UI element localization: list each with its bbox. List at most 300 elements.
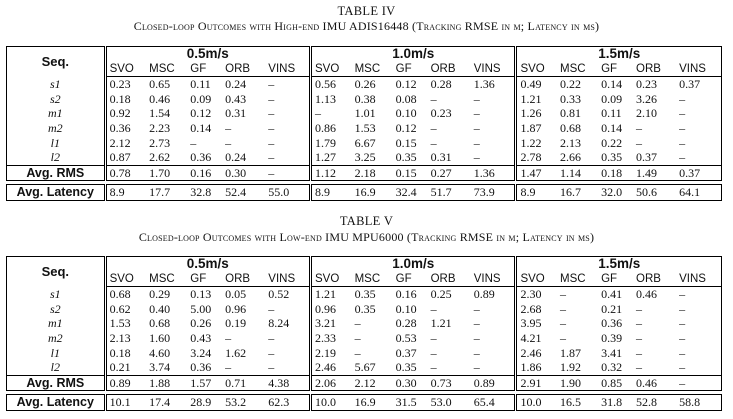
table-v [6,256,722,411]
value-cell: 1.86 [516,360,557,375]
value-cell: – [471,150,516,165]
method-header: ORB [428,62,471,77]
value-cell: 0.56 [315,77,337,92]
table-iv-caption: Closed-loop Outcomes with High-end IMU ADIS16448 (Tracking RMSE in m; Latency in ms) [133,19,600,33]
method-header: ORB [633,62,676,77]
seq-label: s2 [7,92,106,107]
value-cell: 3.25 [352,150,393,165]
method-header: MSC [557,272,598,287]
header-row-methods [7,272,722,287]
value-cell: 0.23 [430,106,452,121]
value-cell: 2.46 [520,345,542,360]
avg-rms-cell: 1.88 [146,375,187,391]
value-cell: – [636,316,643,331]
method-header: VINS [676,62,721,77]
value-cell: 0.68 [109,287,131,302]
value-cell: 0.12 [395,120,417,135]
value-cell: 3.74 [146,360,187,375]
method-header: MSC [146,272,187,287]
avg-latency-row [7,185,722,201]
avg-latency-cell: 32.8 [187,185,222,201]
value-cell: 2.68 [520,301,542,316]
value-cell: 0.12 [190,106,212,121]
value-cell: 0.14 [601,77,623,92]
value-cell: – [560,287,567,302]
value-cell: – [636,345,643,360]
avg-latency-cell: 17.4 [146,395,187,411]
value-cell: 0.49 [520,77,542,92]
value-cell: 0.86 [315,120,337,135]
seq-label: l2 [7,360,106,375]
value-cell: 0.35 [354,301,376,316]
value-cell: 5.00 [190,301,212,316]
avg-latency-cell: 55.0 [265,185,310,201]
value-cell: – [471,106,516,121]
value-cell: 0.19 [225,316,247,331]
avg-latency-cell: 52.8 [633,395,676,411]
value-cell: 1.62 [225,345,247,360]
seq-header: Seq. [7,257,106,287]
value-cell: 0.81 [560,106,582,121]
avg-rms-cell: 0.78 [105,165,146,181]
table-row [7,150,722,165]
value-cell: 0.09 [190,91,212,106]
value-cell: 6.67 [354,135,376,150]
avg-latency-cell: 16.5 [557,395,598,411]
table-iv-number: TABLE IV [337,4,396,18]
method-header: MSC [557,62,598,77]
value-cell: 2.13 [109,330,131,345]
avg-rms-cell: 2.06 [311,375,352,391]
method-header: GF [187,62,222,77]
value-cell: – [265,302,310,317]
value-cell: 0.22 [601,135,623,150]
value-cell: 0.41 [601,287,623,302]
value-cell: – [430,330,437,345]
value-cell: 2.23 [149,120,171,135]
value-cell: 0.11 [601,106,622,121]
avg-latency-row [7,395,722,411]
value-cell: – [222,360,265,375]
avg-latency-label: Avg. Latency [7,395,106,411]
method-header: SVO [516,62,557,77]
avg-rms-cell: 2.18 [352,165,393,181]
avg-latency-cell: 17.7 [146,185,187,201]
avg-latency-cell: 10.0 [516,395,557,411]
value-cell: 2.78 [516,150,557,165]
method-header: GF [393,62,428,77]
value-cell: – [471,346,516,361]
method-header: GF [393,272,428,287]
avg-latency-cell: 53.2 [222,395,265,411]
avg-rms-cell: 0.18 [598,165,633,181]
value-cell: – [471,302,516,317]
value-cell: 1.01 [354,106,376,121]
value-cell: 1.21 [520,91,542,106]
value-cell: 2.19 [315,345,337,360]
value-cell: 2.30 [520,287,542,302]
value-cell: – [265,121,310,136]
seq-header: Seq. [7,47,106,77]
avg-rms-row [7,375,722,391]
value-cell: – [471,136,516,151]
speed-group-header: 0.5m/s [105,47,310,62]
value-cell: – [636,301,643,316]
value-cell: – [315,106,322,121]
avg-latency-cell: 73.9 [471,185,516,201]
value-cell: 1.22 [520,135,542,150]
value-cell: 1.21 [430,316,452,331]
value-cell: – [471,316,516,331]
value-cell: – [354,330,361,345]
method-header: ORB [633,272,676,287]
table-v-caption: Closed-loop Outcomes with Low-end IMU MPU6000 (Tracking RMSE in m; Latency in ms) [138,230,595,244]
avg-latency-cell: 52.4 [222,185,265,201]
avg-rms-cell: 1.36 [471,165,516,181]
avg-rms-cell: 1.70 [146,165,187,181]
avg-rms-cell: 2.91 [516,375,557,391]
method-header: MSC [352,62,393,77]
value-cell: – [430,301,437,316]
avg-rms-cell: 4.38 [265,375,310,391]
value-cell: – [430,345,437,360]
value-cell: 0.18 [109,345,131,360]
value-cell: – [471,331,516,346]
value-cell: 0.92 [109,106,131,121]
value-cell: 1.54 [149,106,171,121]
avg-latency-cell: 10.1 [105,395,146,411]
value-cell: 0.36 [109,120,131,135]
value-cell: 0.36 [601,316,623,331]
value-cell: 0.21 [105,360,146,375]
speed-group-header: 1.5m/s [516,257,722,272]
avg-latency-cell: 53.0 [428,395,471,411]
value-cell: – [430,135,437,150]
value-cell: 0.46 [636,287,658,302]
value-cell: 0.22 [560,77,582,92]
value-cell: 1.53 [354,120,376,135]
seq-label: l1 [7,136,106,151]
value-cell: 1.13 [315,91,337,106]
speed-group-header: 1.0m/s [311,47,516,62]
value-cell: – [676,136,721,151]
avg-latency-cell: 58.8 [676,395,721,411]
value-cell: 0.12 [395,77,417,92]
value-cell: 1.60 [149,330,171,345]
value-cell: 0.08 [395,91,417,106]
avg-rms-cell: 1.90 [557,375,598,391]
method-header: MSC [146,62,187,77]
value-cell: 3.95 [520,316,542,331]
method-header: MSC [352,272,393,287]
value-cell: – [265,136,310,151]
avg-rms-cell: 1.12 [311,165,352,181]
header-row-speeds [7,257,722,272]
avg-latency-cell: 8.9 [516,185,557,201]
value-cell: – [265,92,310,107]
avg-latency-cell: 16.7 [557,185,598,201]
avg-latency-cell: 16.9 [352,395,393,411]
value-cell: – [676,287,721,302]
value-cell: 0.35 [598,150,633,165]
value-cell: 2.73 [149,135,171,150]
avg-rms-cell: 0.71 [222,375,265,391]
avg-latency-cell: 32.4 [393,185,428,201]
value-cell: 2.46 [311,360,352,375]
seq-label: m2 [7,331,106,346]
avg-latency-cell: 10.0 [311,395,352,411]
method-header: ORB [222,62,265,77]
avg-latency-cell: 8.9 [311,185,352,201]
seq-label: m2 [7,121,106,136]
avg-rms-cell: 0.46 [633,375,676,391]
value-cell: 0.87 [105,150,146,165]
value-cell: 1.87 [520,120,542,135]
value-cell: – [265,77,310,92]
value-cell: 2.12 [109,135,131,150]
table-row [7,92,722,107]
value-cell: – [225,330,232,345]
value-cell: – [560,301,567,316]
value-cell: – [265,360,310,375]
value-cell: – [190,135,197,150]
method-header: SVO [105,272,146,287]
avg-latency-cell: 31.5 [393,395,428,411]
value-cell: 8.24 [265,316,310,331]
seq-label: l2 [7,150,106,165]
value-cell: – [676,302,721,317]
avg-rms-cell: 0.89 [471,375,516,391]
table-row [7,77,722,92]
value-cell: – [676,106,721,121]
value-cell: – [430,120,437,135]
value-cell: 0.23 [109,77,131,92]
value-cell: 0.05 [225,287,247,302]
value-cell: 1.26 [520,106,542,121]
value-cell: 0.14 [601,120,623,135]
value-cell: 0.31 [225,106,247,121]
value-cell: – [676,121,721,136]
value-cell: – [471,121,516,136]
value-cell: 0.26 [354,77,376,92]
value-cell: – [265,331,310,346]
avg-rms-cell: 0.85 [598,375,633,391]
avg-latency-cell: 50.6 [633,185,676,201]
value-cell: – [428,360,471,375]
seq-label: s1 [7,77,106,92]
avg-rms-cell: 0.73 [428,375,471,391]
value-cell: – [676,316,721,331]
value-cell: – [636,120,643,135]
value-cell: 0.24 [225,77,247,92]
value-cell: 0.37 [633,150,676,165]
table-row [7,287,722,302]
value-cell: 0.35 [393,150,428,165]
value-cell: 0.23 [636,77,658,92]
value-cell: 0.26 [190,316,212,331]
value-cell: – [676,150,721,165]
avg-rms-label: Avg. RMS [7,165,106,181]
value-cell: – [471,360,516,375]
method-header: VINS [265,272,310,287]
value-cell: 0.16 [395,287,417,302]
value-cell: 0.40 [149,301,171,316]
value-cell: – [225,120,232,135]
method-header: ORB [428,272,471,287]
method-header: VINS [676,272,721,287]
avg-rms-row [7,165,722,181]
value-cell: 0.21 [601,301,623,316]
value-cell: 1.21 [315,287,337,302]
value-cell: – [636,135,643,150]
table-v-number: TABLE V [339,214,394,228]
value-cell: 0.68 [149,316,171,331]
avg-latency-label: Avg. Latency [7,185,106,201]
value-cell: 1.92 [557,360,598,375]
value-cell: 0.14 [190,120,212,135]
value-cell: 0.24 [222,150,265,165]
avg-latency-cell: 8.9 [105,185,146,201]
value-cell: 2.10 [636,106,658,121]
header-row-methods [7,62,722,77]
value-cell: 1.27 [311,150,352,165]
avg-rms-cell: 0.30 [222,165,265,181]
value-cell: – [354,345,361,360]
method-header: VINS [471,62,516,77]
avg-rms-label: Avg. RMS [7,375,106,391]
method-header: GF [187,272,222,287]
value-cell: 0.36 [187,150,222,165]
value-cell: 0.35 [354,287,376,302]
value-cell: 0.37 [395,345,417,360]
value-cell: 4.60 [149,345,171,360]
value-cell: 0.46 [149,91,171,106]
value-cell: 2.13 [560,135,582,150]
value-cell: 1.79 [315,135,337,150]
avg-latency-cell: 65.4 [471,395,516,411]
value-cell: 0.65 [149,77,171,92]
value-cell: 0.35 [393,360,428,375]
header-row-speeds [7,47,722,62]
value-cell: 2.33 [315,330,337,345]
value-cell: 3.24 [190,345,212,360]
value-cell: 0.25 [430,287,452,302]
value-cell: 1.53 [109,316,131,331]
method-header: ORB [222,272,265,287]
value-cell: – [633,360,676,375]
value-cell: 2.62 [146,150,187,165]
avg-rms-cell: 1.14 [557,165,598,181]
table-iv [6,46,722,201]
value-cell: – [471,92,516,107]
method-header: VINS [265,62,310,77]
value-cell: – [265,346,310,361]
method-header: GF [598,272,633,287]
table-row [7,302,722,317]
value-cell: 5.67 [352,360,393,375]
value-cell: 0.68 [560,120,582,135]
value-cell: – [560,316,567,331]
table-row [7,121,722,136]
avg-latency-cell: 62.3 [265,395,310,411]
avg-rms-cell: – [265,165,310,181]
value-cell: – [676,360,721,375]
value-cell: 0.33 [560,91,582,106]
speed-group-header: 1.5m/s [516,47,722,62]
value-cell: – [560,330,567,345]
value-cell: 0.62 [109,301,131,316]
value-cell: 0.43 [190,330,212,345]
avg-rms-cell: 0.16 [187,165,222,181]
value-cell: 0.39 [601,330,623,345]
method-header: SVO [311,62,352,77]
seq-label: s2 [7,302,106,317]
value-cell: – [265,150,310,165]
value-cell: 0.96 [225,301,247,316]
value-cell: – [676,331,721,346]
value-cell: – [676,92,721,107]
value-cell: 0.38 [354,91,376,106]
speed-group-header: 0.5m/s [105,257,310,272]
value-cell: 3.41 [601,345,623,360]
value-cell: 0.09 [601,91,623,106]
value-cell: 0.31 [428,150,471,165]
table-row [7,360,722,375]
avg-latency-cell: 16.9 [352,185,393,201]
value-cell: 0.28 [430,77,452,92]
value-cell: 0.53 [395,330,417,345]
avg-rms-cell: 0.27 [428,165,471,181]
avg-latency-cell: 32.0 [598,185,633,201]
value-cell: 0.89 [471,287,516,302]
value-cell: 2.66 [557,150,598,165]
seq-label: m1 [7,316,106,331]
table-row [7,136,722,151]
avg-rms-cell: – [676,375,721,391]
value-cell: 1.87 [560,345,582,360]
avg-rms-cell: 0.89 [105,375,146,391]
avg-latency-cell: 64.1 [676,185,721,201]
avg-rms-cell: 1.49 [633,165,676,181]
avg-latency-cell: 51.7 [428,185,471,201]
seq-label: l1 [7,346,106,361]
value-cell: 3.21 [315,316,337,331]
avg-rms-cell: 0.30 [393,375,428,391]
value-cell: 4.21 [520,330,542,345]
table-row [7,106,722,121]
method-header: SVO [311,272,352,287]
value-cell: 0.96 [315,301,337,316]
value-cell: 0.18 [109,91,131,106]
value-cell: – [636,330,643,345]
method-header: GF [598,62,633,77]
value-cell: 0.10 [395,301,417,316]
value-cell: 0.28 [395,316,417,331]
table-row [7,331,722,346]
value-cell: 0.43 [225,91,247,106]
value-cell: 0.10 [395,106,417,121]
value-cell: 0.13 [190,287,212,302]
avg-rms-cell: 1.57 [187,375,222,391]
avg-rms-cell: 2.12 [352,375,393,391]
value-cell: 0.36 [187,360,222,375]
avg-latency-cell: 31.8 [598,395,633,411]
value-cell: 0.29 [149,287,171,302]
value-cell: 1.36 [471,77,516,92]
value-cell: 0.32 [598,360,633,375]
value-cell: 0.52 [265,287,310,302]
table-row [7,346,722,361]
